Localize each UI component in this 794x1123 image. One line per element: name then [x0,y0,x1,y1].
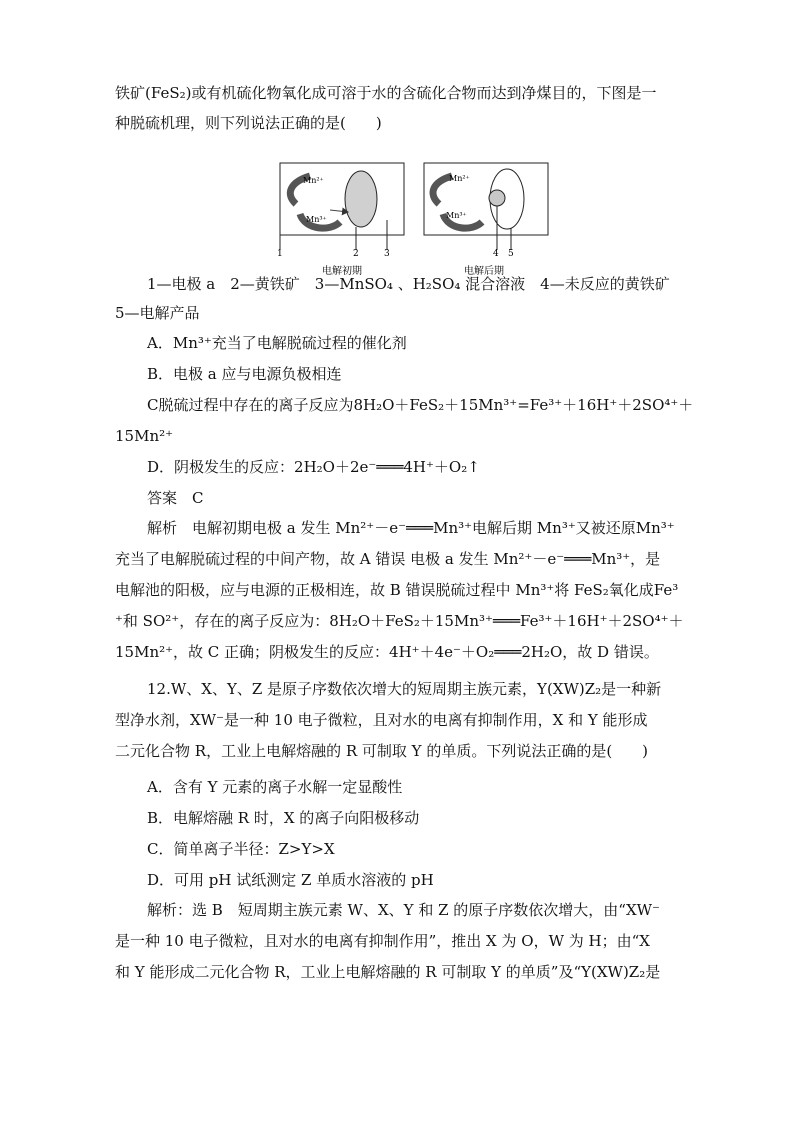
text-line: 铁矿(FeS₂)或有机硫化物氧化成可溶于水的含硫化合物而达到净煤目的，下图是一 [115,84,657,102]
text-line: 二元化合物 R，工业上电解熔融的 R 可制取 Y 的单质。下列说法正确的是( ) [115,742,649,760]
left-mn2-label: Mn²⁺ [303,176,324,185]
text-line: 12.W、X、Y、Z 是原子序数依次增大的短周期主族元素，Y(XW)Z₂是一种新 [147,680,662,698]
text-line: D．阴极发生的反应：2H₂O＋2e⁻═══4H⁺＋O₂↑ [147,458,480,476]
electrolysis-figure [0,0,794,290]
text-line: C脱硫过程中存在的离子反应为8H₂O＋FeS₂＋15Mn³⁺=Fe³⁺＋16H⁺＋2SO⁴⁺＋ [147,396,694,414]
text-line: 解析 电解初期电极 a 发生 Mn²⁺－e⁻═══Mn³⁺电解后期 Mn³⁺又被还原Mn³⁺ [147,519,675,537]
text-line: 种脱硫机理，则下列说法正确的是( ) [115,114,382,132]
text-line: A．含有 Y 元素的离子水解一定显酸性 [147,778,403,796]
text-line: 15Mn²⁺，故 C 正确；阴极发生的反应：4H⁺＋4e⁻＋O₂═══2H₂O，故 D 错误。 [115,643,659,661]
text-line: 15Mn²⁺ [115,427,174,445]
unreacted-pyrite [489,190,505,206]
right-mn2-label: Mn²⁺ [449,174,470,183]
text-line: 充当了电解脱硫过程的中间产物，故 A 错误 电极 a 发生 Mn²⁺－e⁻═══Mn³⁺，是 [115,550,661,568]
text-line: ⁺和 SO²⁺，存在的离子反应为：8H₂O＋FeS₂＋15Mn³⁺═══Fe³⁺＋16H⁺＋2SO⁴⁺＋ [115,612,684,630]
text-line: D．可用 pH 试纸测定 Z 单质水溶液的 pH [147,871,434,889]
label-5: 5 [508,249,514,259]
text-line: 电解池的阳极，应与电源的正极相连，故 B 错误脱硫过程中 Mn³⁺将 FeS₂氧化成Fe³ [115,581,679,599]
text-line: 和 Y 能形成二元化合物 R，工业上电解熔融的 R 可制取 Y 的单质”及“Y(XW)Z₂是 [115,963,661,981]
text-line: 5—电解产品 [115,304,200,322]
text-line: 是一种 10 电子微粒，且对水的电离有抑制作用”，推出 X 为 O，W 为 H；由“X [115,932,650,950]
label-3: 3 [384,249,390,259]
pyrite-particle [345,171,377,227]
left-caption: 电解初期 [322,266,362,277]
label-2: 2 [353,249,359,259]
left-mn3-label: Mn³⁺ [306,215,327,224]
text-line: 答案 C [147,489,204,507]
label-1: 1 [277,249,283,259]
text-line: A．Mn³⁺充当了电解脱硫过程的催化剂 [147,334,407,352]
label-4: 4 [493,249,499,259]
text-line: 型净水剂，XW⁻是一种 10 电子微粒，且对水的电离有抑制作用，X 和 Y 能形成 [115,711,648,729]
text-line: B．电解熔融 R 时，X 的离子向阳极移动 [147,809,420,827]
text-line: C．简单离子半径：Z>Y>X [147,840,335,858]
text-line: B．电极 a 应与电源负极相连 [147,365,342,383]
right-mn3-label: Mn³⁺ [446,211,467,220]
right-caption: 电解后期 [464,266,504,277]
text-line: 解析：选 B 短周期主族元素 W、X、Y 和 Z 的原子序数依次增大，由“XW⁻ [147,901,660,919]
text-line: 1—电极 a 2—黄铁矿 3—MnSO₄ 、H₂SO₄ 混合溶液 4—未反应的黄铁矿 [147,275,670,293]
right-electrolysis-cell [424,163,548,235]
